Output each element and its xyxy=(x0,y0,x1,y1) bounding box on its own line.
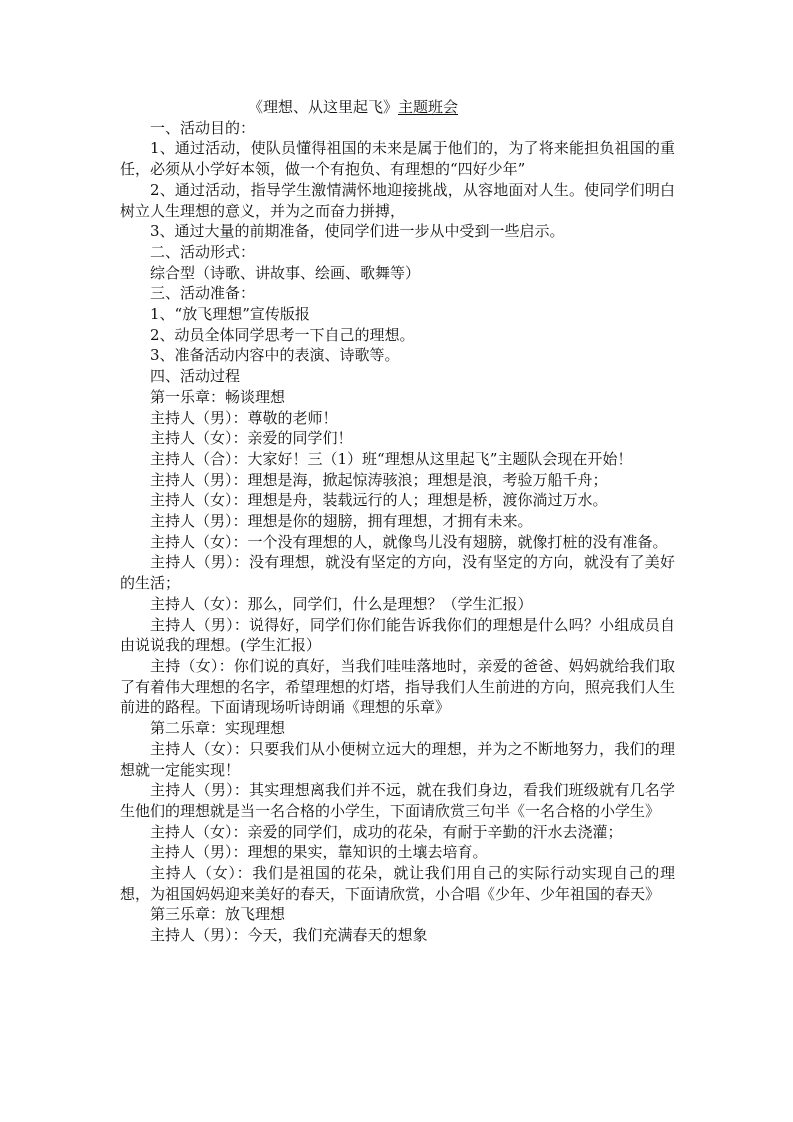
format-text: 综合型（诗歌、讲故事、绘画、歌舞等） xyxy=(150,263,421,282)
dialogue-line: 主持人（男）：说得好，同学们你们能告诉我你们的理想是什么吗？小组成员自由说说我的理想。(学生汇报） xyxy=(120,615,675,655)
dialogue-line: 主持人（男）：理想的果实，靠知识的土壤去培育。 xyxy=(150,843,488,862)
dialogue-line: 主持人（男）：没有理想，就没有坚定的方向，没有坚定的方向，就没有了美好的生活； xyxy=(120,553,675,593)
preparation-3: 3、准备活动内容中的表演、诗歌等。 xyxy=(150,346,400,365)
movement-3-heading: 第三乐章：放飞理想 xyxy=(150,905,286,924)
movement-1-heading: 第一乐章：畅谈理想 xyxy=(150,387,286,406)
objective-2: 2、通过活动，指导学生激情满怀地迎接挑战，从容地面对人生。使同学们明白树立人生理想的意义，并为之而奋力拼搏， xyxy=(120,180,675,220)
preparation-2: 2、动员全体同学思考一下自己的理想。 xyxy=(150,325,415,344)
dialogue-line: 主持人（合）：大家好！三（1）班“理想从这里起飞”主题队会现在开始！ xyxy=(150,449,633,468)
dialogue-line: 主持人（女）：亲爱的同学们！ xyxy=(150,429,353,448)
preparation-1: 1、“放飞理想”宣传版报 xyxy=(150,305,310,324)
document-title xyxy=(120,97,675,118)
dialogue-line: 主持人（女）：一个没有理想的人，就像鸟儿没有翅膀，就像打桩的没有准备。 xyxy=(150,532,668,551)
objective-3: 3、通过大量的前期准备，使同学们进一步从中受到一些启示。 xyxy=(150,222,565,241)
dialogue-line: 主持人（女）：亲爱的同学们，成功的花朵，有耐于辛勤的汗水去浇灌； xyxy=(150,822,623,841)
dialogue-line: 主持人（女）：只要我们从小便树立远大的理想，并为之不断地努力，我们的理想就一定能实现！ xyxy=(120,739,675,779)
dialogue-line: 主持人（男）：理想是海，掀起惊涛骇浪；理想是浪，考验万船千舟； xyxy=(150,470,608,489)
dialogue-line: 主持人（男）：其实理想离我们并不远，就在我们身边，看我们班级就有几名学生他们的理想就是当一名合格的小学生，下面请欣赏三句半《一名合格的小学生》 xyxy=(120,781,675,820)
title-underlined: 主题班会 xyxy=(398,98,459,116)
section-heading-process: 四、活动过程 xyxy=(150,367,241,386)
objective-1: 1、通过活动，使队员懂得祖国的未来是属于他们的，为了将来能担负祖国的重任，必须从小学好本领，做一个有抱负、有理想的“四好少年” xyxy=(120,139,675,179)
dialogue-line: 主持人（女）：那么，同学们，什么是理想？（学生汇报） xyxy=(150,594,533,613)
dialogue-line: 主持人（男）：尊敬的老师！ xyxy=(150,408,338,427)
dialogue-line: 主持人（女）：理想是舟，装载远行的人；理想是桥，渡你淌过万水。 xyxy=(150,491,608,510)
dialogue-line: 主持人（男）：今天，我们充满春天的想象 xyxy=(150,926,428,945)
movement-2-heading: 第二乐章：实现理想 xyxy=(150,719,286,738)
dialogue-line: 主持（女）：你们说的真好，当我们哇哇落地时，亲爱的爸爸、妈妈就给我们取了有着伟大理想的名字，希望理想的灯塔，指导我们人生前进的方向，照亮我们人生前进的路程。下面请现场听诗朗诵《理想的乐章》 xyxy=(120,656,676,717)
dialogue-line: 主持人（男）：理想是你的翅膀，拥有理想，才拥有未来。 xyxy=(150,512,533,531)
section-heading-format: 二、活动形式： xyxy=(150,242,256,261)
title-main: 《理想、从这里起飞》 xyxy=(248,98,399,116)
section-heading-objectives: 一、活动目的： xyxy=(150,118,256,137)
dialogue-line: 主持人（女）：我们是祖国的花朵，就让我们用自己的实际行动实现自己的理想，为祖国妈妈迎来美好的春天，下面请欣赏，小合唱《少年、少年祖国的春天》 xyxy=(120,864,675,903)
document-page xyxy=(120,97,675,946)
section-heading-preparation: 三、活动准备： xyxy=(150,284,256,303)
